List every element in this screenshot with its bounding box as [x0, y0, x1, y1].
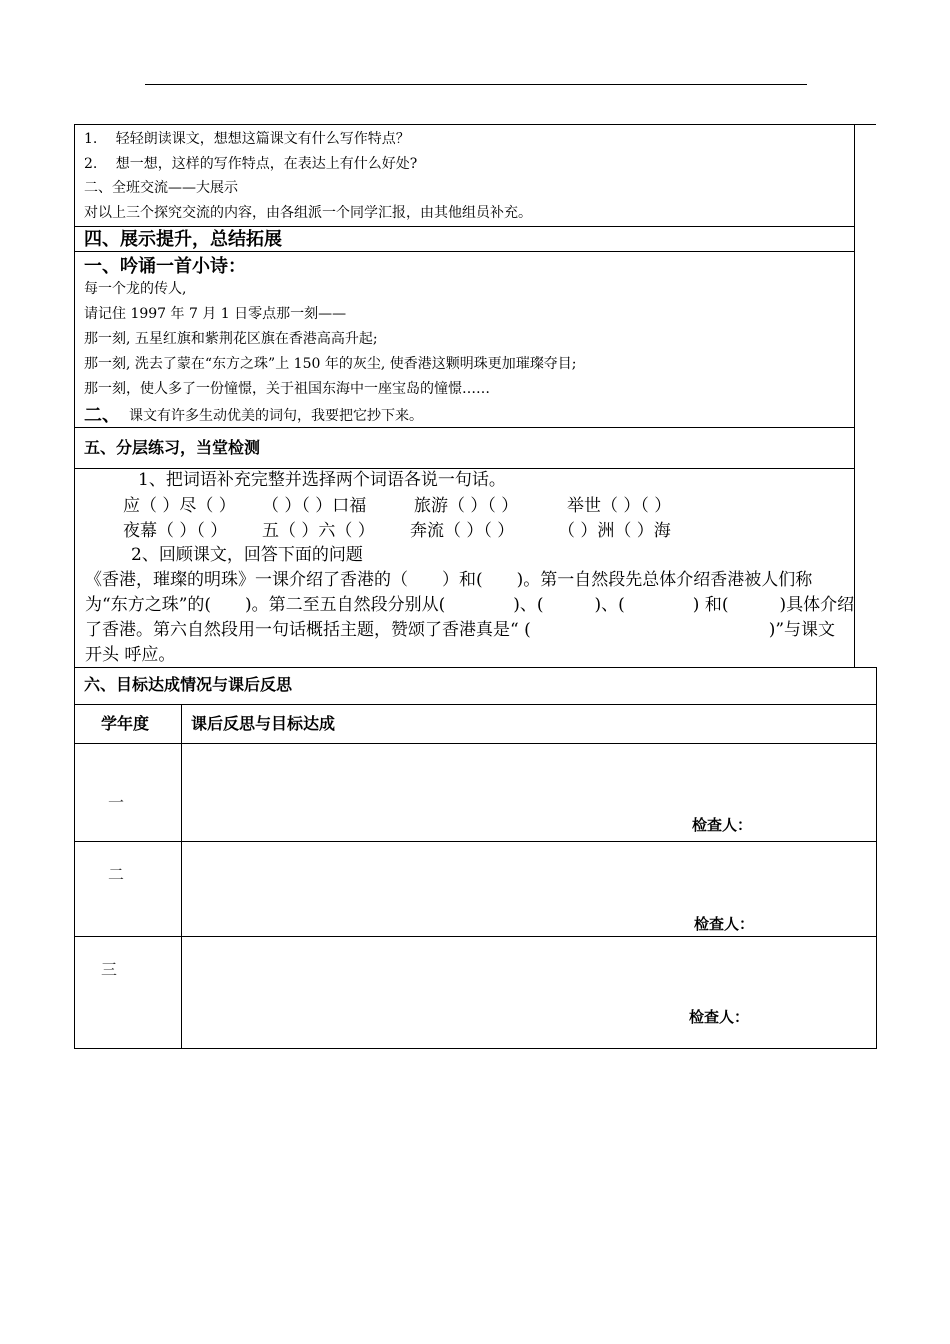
copy-prefix: 二、 [84, 405, 120, 426]
paragraph-line: 为“东方之珠”的( )。第二至五自然段分别从( )、( )、( ) 和( )具体介绍 [85, 595, 855, 615]
lesson-table [74, 124, 855, 668]
reflection-table [74, 667, 877, 1049]
col-header-year: 学年度 [101, 714, 150, 733]
word-blank: 夜幕（ ）（ ） [123, 521, 228, 541]
section6-heading: 六、目标达成情况与课后反思 [84, 675, 293, 694]
poem-line: 那一刻, 五星红旗和紫荆花区旗在香港高高升起; [84, 331, 378, 347]
header-rule [145, 84, 807, 85]
section4-heading: 四、展示提升，总结拓展 [84, 229, 282, 250]
col-header-reflection: 课后反思与目标达成 [191, 714, 336, 733]
task-line-1: 1. 轻轻朗读课文，想想这篇课文有什么写作特点？ [84, 131, 410, 147]
task-line-3: 二、全班交流——大展示 [84, 180, 238, 196]
paragraph-line: 开头 呼应。 [85, 645, 176, 665]
task-line-2: 2. 想一想，这样的写作特点，在表达上有什么好处? [84, 156, 418, 172]
poem-line: 每一个龙的传人, [84, 281, 187, 297]
year-cell: 一 [108, 793, 125, 812]
question-2: 2、回顾课文，回答下面的问题 [131, 545, 363, 565]
poem-line: 那一刻，使人多了一份憧憬，关于祖国东海中一座宝岛的憧憬…… [84, 381, 490, 397]
word-blank: 旅游（ ）（ ） [414, 496, 519, 516]
section5-heading: 五、分层练习，当堂检测 [84, 438, 261, 457]
checker-label: 检查人： [694, 915, 755, 933]
word-blank: （ ）洲（ ）海 [558, 521, 671, 541]
word-blank: 应（ ）尽（ ） [123, 496, 236, 516]
task-line-4: 对以上三个探究交流的内容，由各组派一个同学汇报，由其他组员补充。 [84, 205, 532, 221]
year-cell: 三 [101, 960, 118, 979]
word-blank: （ ）（ ）口福 [262, 496, 367, 516]
copy-task: 课文有许多生动优美的词句，我要把它抄下来。 [129, 408, 423, 424]
word-blank: 举世（ ）（ ） [567, 496, 672, 516]
paragraph-line: 了香港。第六自然段用一句话概括主题，赞颂了香港真是“ ( )”与课文 [85, 620, 836, 640]
checker-label: 检查人： [689, 1008, 750, 1026]
poem-heading: 一、吟诵一首小诗： [84, 256, 246, 277]
checker-label: 检查人： [692, 816, 753, 834]
question-1: 1、把词语补充完整并选择两个词语各说一句话。 [138, 470, 506, 490]
poem-line: 请记住 1997 年 7 月 1 日零点那一刻—— [84, 306, 347, 322]
paragraph-line: 《香港，璀璨的明珠》一课介绍了香港的（ ）和( )。第一自然段先总体介绍香港被人们称 [85, 570, 813, 590]
word-blank: 五（ ）六（ ） [262, 521, 375, 541]
table-edge-stub [854, 124, 876, 125]
poem-line: 那一刻, 洗去了蒙在“东方之珠”上 150 年的灰尘, 使香港这颗明珠更加璀璨夺目; [84, 356, 577, 372]
year-cell: 二 [108, 865, 125, 884]
word-blank: 奔流（ ）（ ） [410, 521, 515, 541]
